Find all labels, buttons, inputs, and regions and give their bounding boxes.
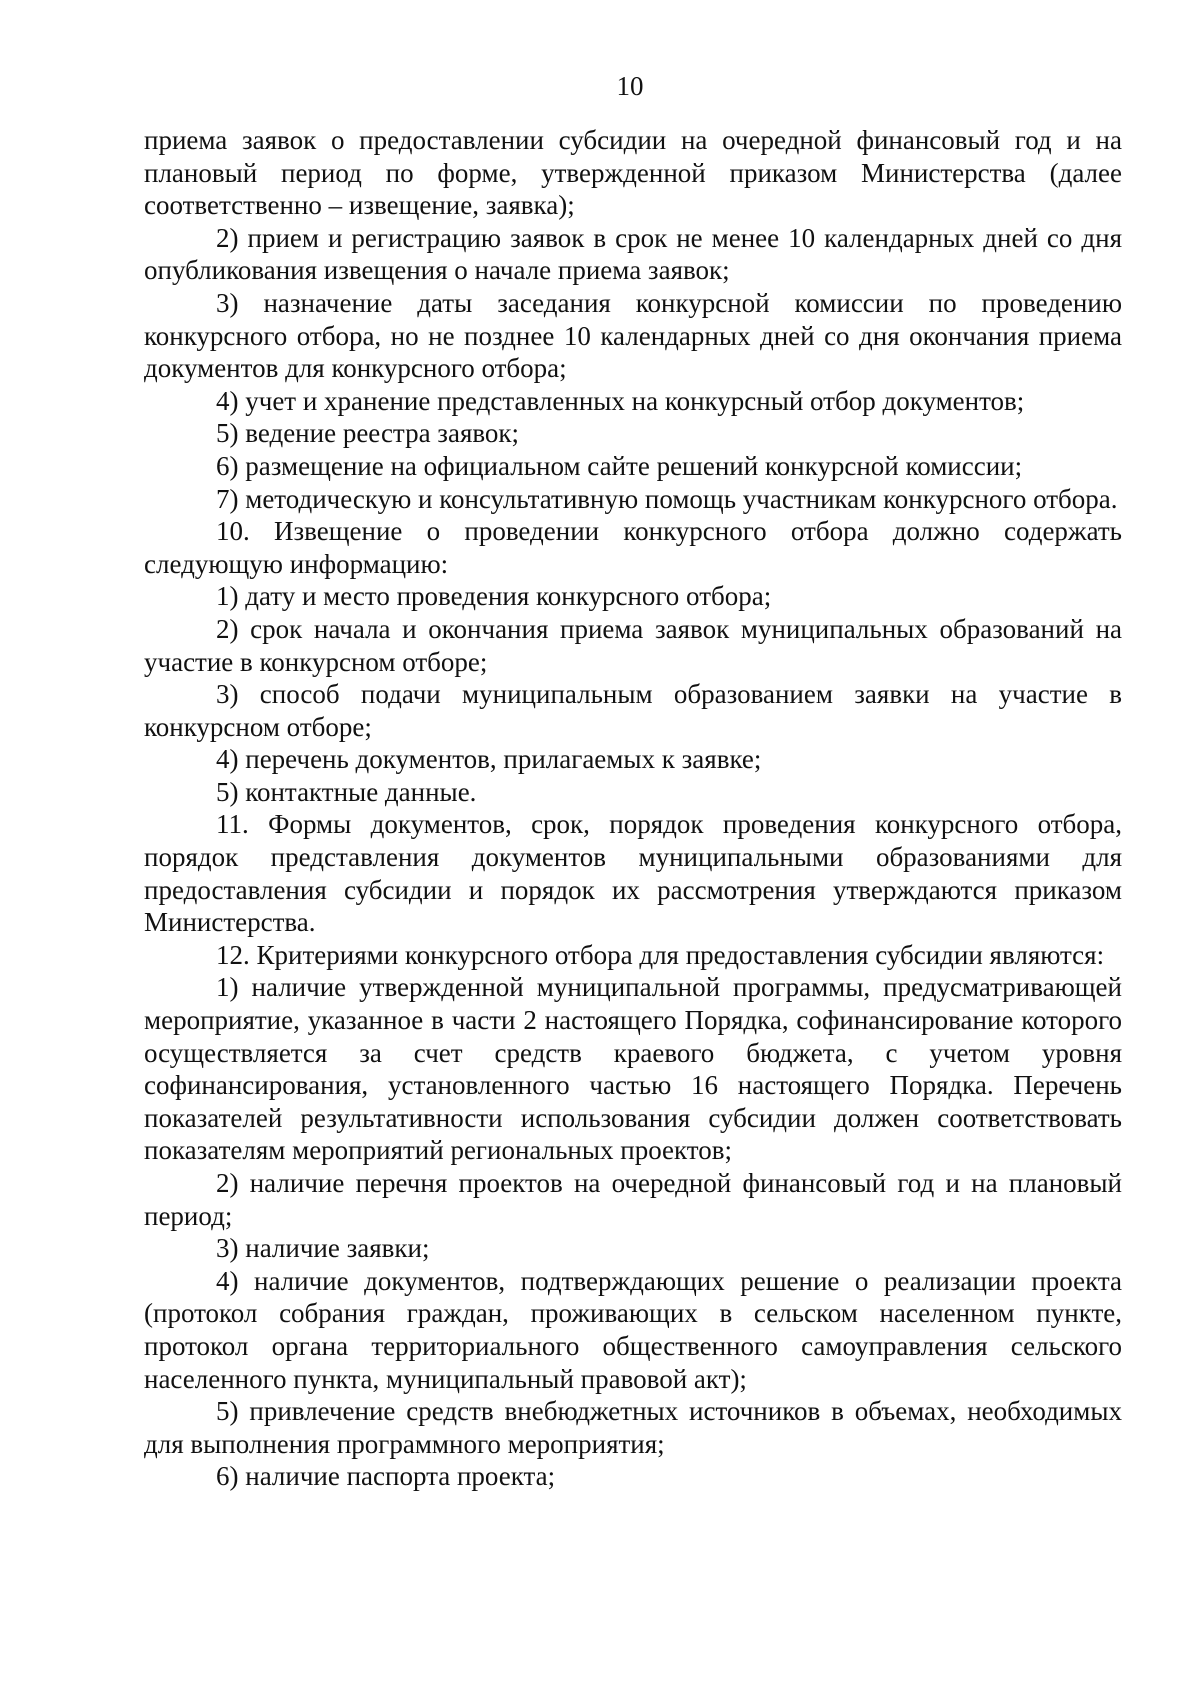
criteria-item-4: 4) наличие документов, подтверждающих решение о реализации проекта (протокол собрания граждан, проживающих в сельском населенном пункте, протокол органа территориального общественного самоуправления сельского населенного пункта, муниципальный правовой акт); [144, 1265, 1122, 1394]
list-item-6-publication: 6) размещение на официальном сайте решений конкурсной комиссии; [216, 450, 1023, 481]
paragraph-continuation: приема заявок о предоставлении субсидии на очередной финансовый год и на плановый период по форме, утвержденной приказом Министерства (далее соответственно – извещение, заявка); [144, 125, 1122, 221]
clause-12-criteria: 12. Критериями конкурсного отбора для предоставления субсидии являются: [216, 939, 1105, 970]
clause-10-notice: 10. Извещение о проведении конкурсного отбора должно содержать следующую информацию: [144, 516, 1122, 579]
list-item-3-commission-date: 3) назначение даты заседания конкурсной комиссии по проведению конкурсного отбора, но не позднее 10 календарных дней со дня окончания приема документов для конкурсного отбора; [144, 287, 1122, 384]
list-item-5-registry: 5) ведение реестра заявок; [216, 418, 520, 449]
list-item-7-assistance: 7) методическую и консультативную помощь участникам конкурсного отбора. [216, 483, 1118, 514]
criteria-item-1: 1) наличие утвержденной муниципальной программы, предусматривающей мероприятие, указанное в части 2 настоящего Порядка, софинансирование которого осуществляется за счет средств краевого бюджета, с учетом уровня софинансирования, установленного частью 16 настоящего Порядка. Перечень показателей результативности использования субсидии должен соответствовать показателям мероприятий региональных проектов; [144, 972, 1122, 1166]
list-item-2-registration: 2) прием и регистрацию заявок в срок не менее 10 календарных дней со дня опубликования извещения о начале приема заявок; [144, 222, 1122, 286]
notice-item-2: 2) срок начала и окончания приема заявок муниципальных образований на участие в конкурсном отборе; [144, 613, 1122, 677]
notice-item-4: 4) перечень документов, прилагаемых к заявке; [216, 744, 762, 775]
criteria-item-2: 2) наличие перечня проектов на очередной финансовый год и на плановый период; [144, 1168, 1122, 1231]
document-body [144, 124, 1122, 1493]
criteria-item-3: 3) наличие заявки; [216, 1233, 430, 1264]
list-item-4-storage: 4) учет и хранение представленных на конкурсный отбор документов; [216, 385, 1025, 416]
notice-item-5: 5) контактные данные. [216, 776, 477, 807]
criteria-item-6: 6) наличие паспорта проекта; [216, 1461, 556, 1492]
clause-11-forms: 11. Формы документов, срок, порядок проведения конкурсного отбора, порядок представления документов муниципальными образованиями для предоставления субсидии и порядок их рассмотрения утверждаются приказом Министерства. [144, 809, 1122, 938]
notice-item-1: 1) дату и место проведения конкурсного отбора; [216, 581, 772, 612]
criteria-item-5: 5) привлечение средств внебюджетных источников в объемах, необходимых для выполнения программного мероприятия; [144, 1396, 1122, 1459]
notice-item-3: 3) способ подачи муниципальным образованием заявки на участие в конкурсном отборе; [144, 679, 1122, 742]
page-number: 10 [616, 71, 644, 101]
